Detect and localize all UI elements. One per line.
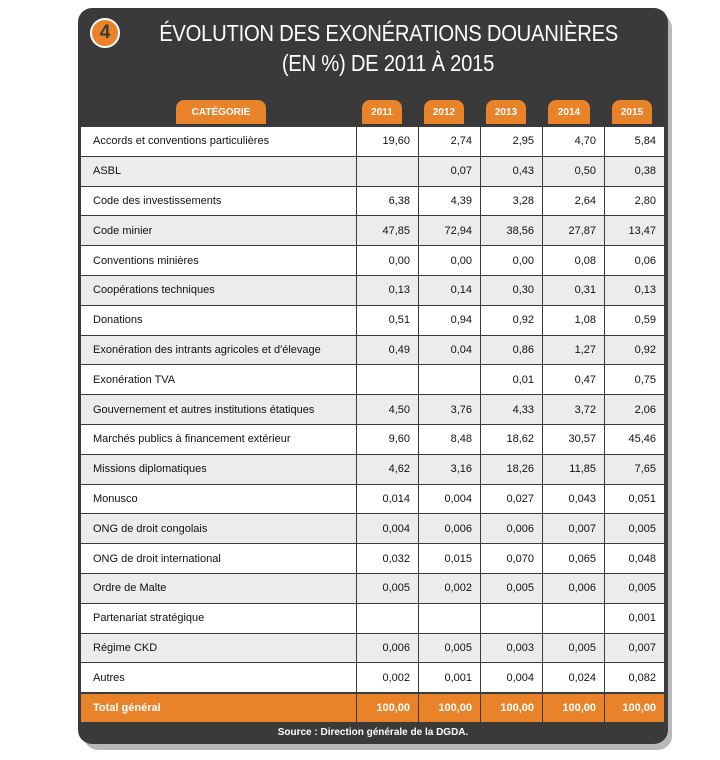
row-value: 0,38 (605, 156, 665, 186)
total-value: 100,00 (419, 694, 481, 723)
row-category: ONG de droit international (81, 544, 357, 574)
row-value (481, 603, 543, 633)
row-value: 0,001 (419, 663, 481, 693)
row-value: 0,00 (419, 246, 481, 276)
total-value: 100,00 (357, 694, 419, 723)
row-category: Exonération TVA (81, 365, 357, 395)
row-category: ASBL (81, 156, 357, 186)
table-row (81, 454, 665, 484)
row-category: ONG de droit congolais (81, 514, 357, 544)
table-row (81, 275, 665, 305)
row-value: 0,08 (543, 246, 605, 276)
row-category: Gouvernement et autres institutions étatiques (81, 395, 357, 425)
row-value: 0,002 (357, 663, 419, 693)
row-category: Donations (81, 305, 357, 335)
row-value (543, 603, 605, 633)
row-value: 0,006 (481, 514, 543, 544)
row-value: 3,28 (481, 186, 543, 216)
table-row (81, 603, 665, 633)
row-value: 38,56 (481, 216, 543, 246)
row-value: 4,70 (543, 127, 605, 157)
row-value: 4,62 (357, 454, 419, 484)
row-category: Régime CKD (81, 633, 357, 663)
row-value: 0,001 (605, 603, 665, 633)
row-value: 0,048 (605, 544, 665, 574)
table-row (81, 186, 665, 216)
row-value: 0,006 (357, 633, 419, 663)
row-category: Conventions minières (81, 246, 357, 276)
row-value: 0,051 (605, 484, 665, 514)
row-category: Code minier (81, 216, 357, 246)
table-card (78, 8, 668, 744)
row-value: 0,43 (481, 156, 543, 186)
table-header-row (78, 100, 668, 124)
row-value: 4,33 (481, 395, 543, 425)
row-value: 0,92 (481, 305, 543, 335)
row-value: 18,26 (481, 454, 543, 484)
row-value (357, 365, 419, 395)
row-value: 1,27 (543, 335, 605, 365)
row-value: 9,60 (357, 424, 419, 454)
column-header-year: 2012 (424, 100, 464, 124)
row-value: 0,01 (481, 365, 543, 395)
table-row (81, 633, 665, 663)
row-value: 0,00 (481, 246, 543, 276)
row-value: 0,032 (357, 544, 419, 574)
row-value: 0,070 (481, 544, 543, 574)
total-label: Total général (81, 694, 357, 723)
table-row (81, 156, 665, 186)
row-value: 2,95 (481, 127, 543, 157)
row-value: 0,86 (481, 335, 543, 365)
row-value: 19,60 (357, 127, 419, 157)
table-row (81, 305, 665, 335)
table-row (81, 127, 665, 157)
total-row (80, 693, 665, 723)
table-row (81, 246, 665, 276)
row-value: 0,005 (419, 633, 481, 663)
row-value: 6,38 (357, 186, 419, 216)
row-value: 27,87 (543, 216, 605, 246)
row-value: 4,50 (357, 395, 419, 425)
column-header-category: CATÉGORIE (176, 100, 266, 124)
row-value: 3,72 (543, 395, 605, 425)
row-value: 0,005 (357, 573, 419, 603)
row-value: 0,003 (481, 633, 543, 663)
page-title (159, 18, 617, 78)
row-value: 3,76 (419, 395, 481, 425)
row-value: 2,64 (543, 186, 605, 216)
row-category: Missions diplomatiques (81, 454, 357, 484)
row-value: 0,49 (357, 335, 419, 365)
row-category: Accords et conventions particulières (81, 127, 357, 157)
row-value: 0,015 (419, 544, 481, 574)
row-value: 0,006 (543, 573, 605, 603)
row-value (419, 603, 481, 633)
row-value: 0,30 (481, 275, 543, 305)
row-value: 47,85 (357, 216, 419, 246)
row-category: Coopérations techniques (81, 275, 357, 305)
row-value: 2,80 (605, 186, 665, 216)
title-line-2: (EN %) DE 2011 À 2015 (281, 50, 495, 76)
row-value: 3,16 (419, 454, 481, 484)
table-row (81, 365, 665, 395)
row-value: 5,84 (605, 127, 665, 157)
table-row (81, 395, 665, 425)
table-row (81, 335, 665, 365)
row-value: 0,005 (543, 633, 605, 663)
row-value: 0,00 (357, 246, 419, 276)
column-header-year: 2011 (362, 100, 402, 124)
row-value: 0,004 (419, 484, 481, 514)
row-value: 0,31 (543, 275, 605, 305)
row-value: 0,94 (419, 305, 481, 335)
total-value: 100,00 (543, 694, 605, 723)
row-value: 0,004 (357, 514, 419, 544)
row-value: 0,59 (605, 305, 665, 335)
row-value: 72,94 (419, 216, 481, 246)
column-header-year: 2015 (612, 100, 652, 124)
row-value: 0,75 (605, 365, 665, 395)
total-value: 100,00 (481, 694, 543, 723)
row-value: 0,024 (543, 663, 605, 693)
row-value: 0,014 (357, 484, 419, 514)
row-value: 0,065 (543, 544, 605, 574)
row-value: 0,06 (605, 246, 665, 276)
table-row (81, 663, 665, 693)
row-value: 45,46 (605, 424, 665, 454)
table-body (81, 127, 665, 693)
row-value (419, 365, 481, 395)
row-value: 0,07 (419, 156, 481, 186)
row-value: 0,005 (605, 573, 665, 603)
row-value: 0,005 (481, 573, 543, 603)
row-value: 0,04 (419, 335, 481, 365)
column-header-year: 2014 (548, 100, 590, 124)
row-value: 0,47 (543, 365, 605, 395)
row-value: 0,082 (605, 663, 665, 693)
row-category: Monusco (81, 484, 357, 514)
row-value: 11,85 (543, 454, 605, 484)
row-value: 0,005 (605, 514, 665, 544)
row-value (357, 156, 419, 186)
row-value: 0,13 (605, 275, 665, 305)
row-value: 0,92 (605, 335, 665, 365)
table-row (81, 514, 665, 544)
row-category: Ordre de Malte (81, 573, 357, 603)
row-value: 0,004 (481, 663, 543, 693)
row-value: 0,027 (481, 484, 543, 514)
row-value: 4,39 (419, 186, 481, 216)
row-value: 13,47 (605, 216, 665, 246)
exemptions-table (80, 126, 665, 693)
row-value: 0,007 (605, 633, 665, 663)
row-value: 0,043 (543, 484, 605, 514)
table-row (81, 544, 665, 574)
row-value: 2,74 (419, 127, 481, 157)
row-category: Partenariat stratégique (81, 603, 357, 633)
row-value: 2,06 (605, 395, 665, 425)
row-category: Code des investissements (81, 186, 357, 216)
title-line-1: ÉVOLUTION DES EXONÉRATIONS DOUANIÈRES (159, 20, 619, 46)
row-value (357, 603, 419, 633)
row-value: 18,62 (481, 424, 543, 454)
table-row (81, 424, 665, 454)
row-value: 30,57 (543, 424, 605, 454)
row-category: Autres (81, 663, 357, 693)
table-row (81, 484, 665, 514)
row-value: 0,007 (543, 514, 605, 544)
row-value: 0,002 (419, 573, 481, 603)
row-value: 0,51 (357, 305, 419, 335)
row-value: 0,006 (419, 514, 481, 544)
row-value: 1,08 (543, 305, 605, 335)
source-note: Source : Direction générale de la DGDA. (277, 727, 469, 738)
row-value: 0,13 (357, 275, 419, 305)
figure-number-badge: 4 (90, 18, 120, 48)
row-category: Marchés publics à financement extérieur (81, 424, 357, 454)
row-value: 0,14 (419, 275, 481, 305)
total-value: 100,00 (605, 694, 665, 723)
table-row (81, 573, 665, 603)
row-value: 8,48 (419, 424, 481, 454)
column-header-year: 2013 (486, 100, 526, 124)
row-value: 0,50 (543, 156, 605, 186)
table-row (81, 216, 665, 246)
row-value: 7,65 (605, 454, 665, 484)
row-category: Exonération des intrants agricoles et d'élevage (81, 335, 357, 365)
